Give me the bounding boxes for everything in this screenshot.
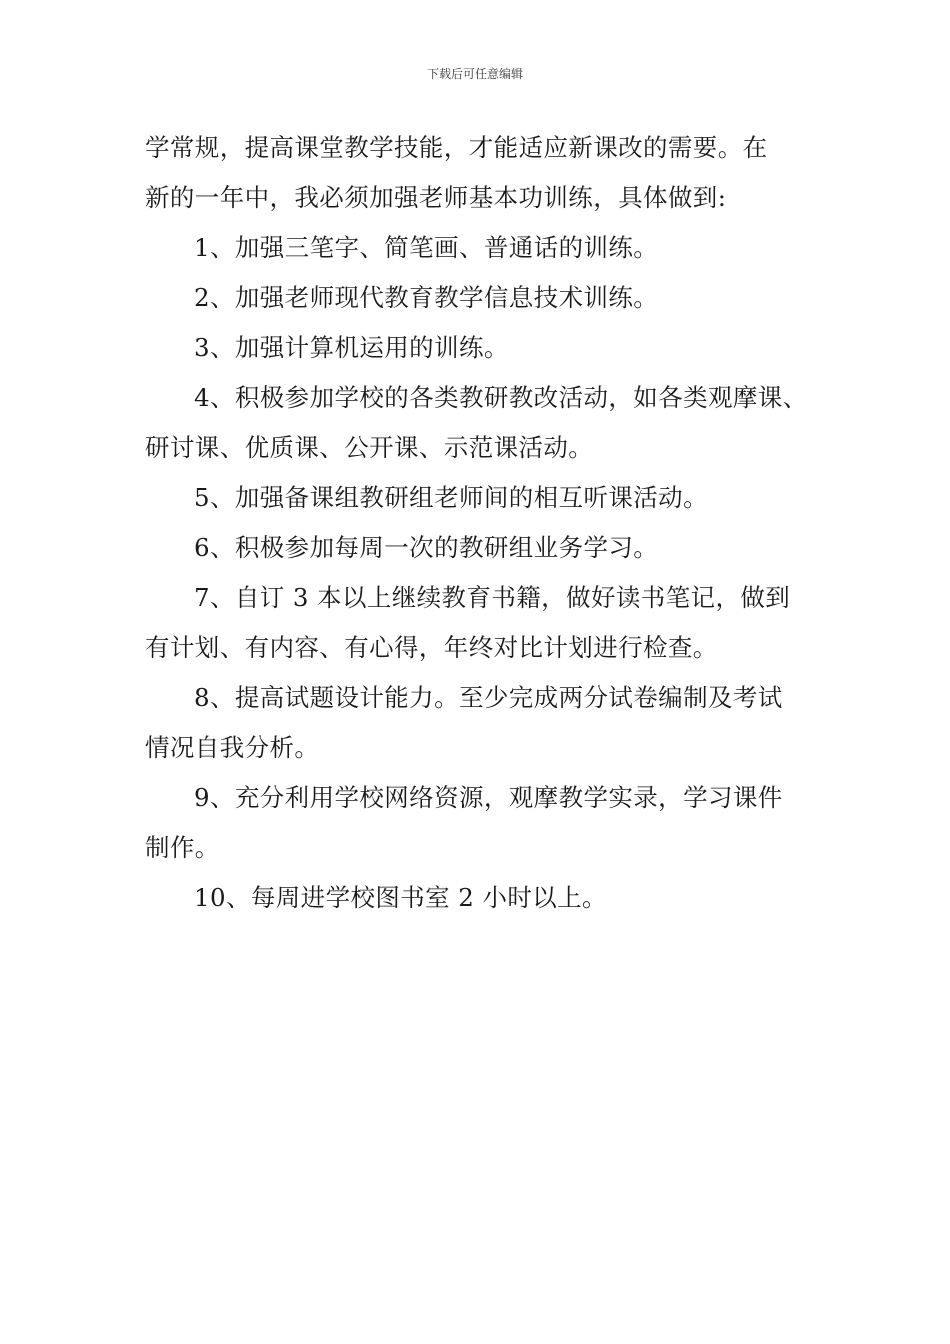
list-item-6: 6、积极参加每周一次的教研组业务学习。 [194,533,659,562]
page-header: 下载后可任意编辑 [426,67,523,81]
list-item-2: 2、加强老师现代教育教学信息技术训练。 [194,283,659,312]
list-item-7: 7、自订 3 本以上继续教育书籍，做好读书笔记，做到 [194,583,791,612]
list-item-5: 5、加强备课组教研组老师间的相互听课活动。 [194,483,708,512]
list-item-8-continued: 情况自我分析。 [145,733,320,762]
list-item-9-continued: 制作。 [145,833,220,862]
text-line: 学常规，提高课堂教学技能，才能适应新课改的需要。在 [145,133,768,162]
text-line: 新的一年中，我必须加强老师基本功训练，具体做到: [145,183,727,212]
list-item-1: 1、加强三笔字、简笔画、普通话的训练。 [194,233,659,262]
list-item-4: 4、积极参加学校的各类教研教改活动，如各类观摩课、 [194,383,808,412]
list-item-7-continued: 有计划、有内容、有心得，年终对比计划进行检查。 [145,633,718,662]
list-item-9: 9、充分利用学校网络资源，观摩教学实录，学习课件 [194,783,783,812]
document-body [145,128,815,928]
list-item-4-continued: 研讨课、优质课、公开课、示范课活动。 [145,433,594,462]
list-item-3: 3、加强计算机运用的训练。 [194,333,509,362]
list-item-8: 8、提高试题设计能力。至少完成两分试卷编制及考试 [194,683,783,712]
list-item-10: 10、每周进学校图书室 2 小时以上。 [194,883,607,912]
